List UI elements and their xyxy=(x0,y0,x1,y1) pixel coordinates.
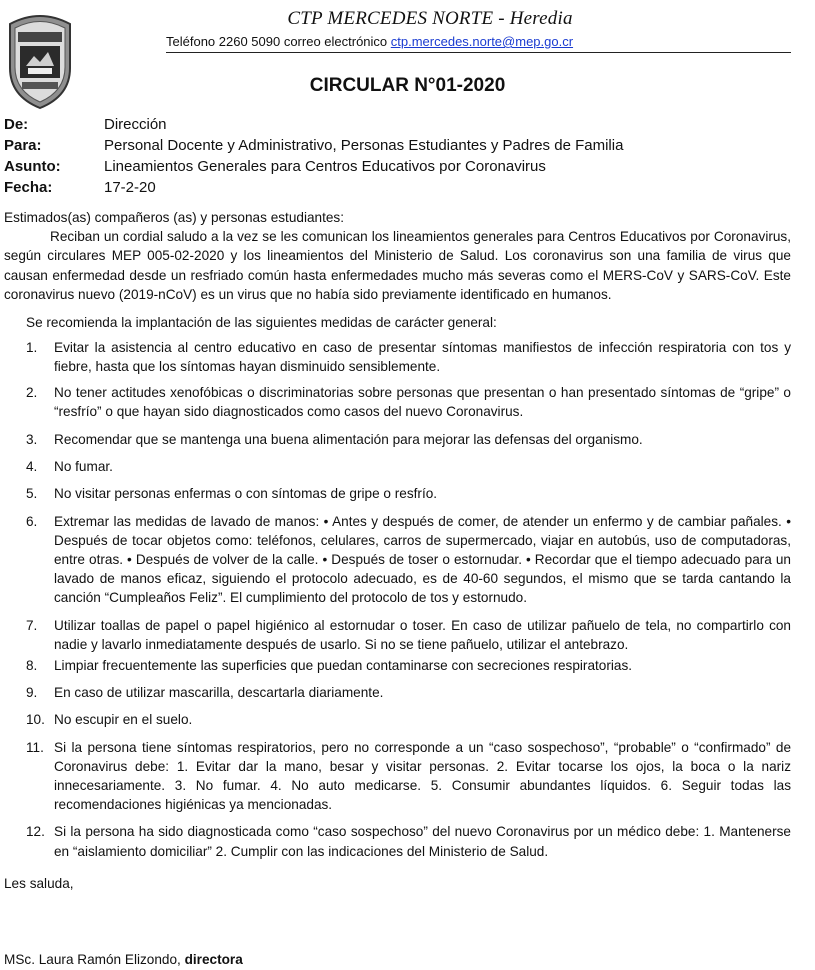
closing: Les saluda, xyxy=(4,876,74,891)
list-item xyxy=(4,484,791,503)
meta-value: Personal Docente y Administrativo, Personas Estudiantes y Padres de Familia xyxy=(104,137,624,154)
list-item xyxy=(4,738,791,815)
list-item-text: No escupir en el suelo. xyxy=(54,712,193,728)
circular-body xyxy=(4,208,791,861)
signature xyxy=(4,952,243,967)
list-item xyxy=(4,457,791,476)
list-item-number: 2. xyxy=(26,384,38,400)
list-item-text: No fumar. xyxy=(54,459,113,475)
list-item-text: Si la persona ha sido diagnosticada como “caso sospechoso” del nuevo Coronavirus por un médico debe: 1. Mantenerse en “aislamiento domiciliar” 2. Cumplir con las indicaciones del Ministerio de Salud. xyxy=(54,824,791,859)
meta-row-fecha xyxy=(4,177,623,198)
school-name: CTP MERCEDES NORTE - Heredia xyxy=(287,8,573,29)
contact-phone: Teléfono 2260 5090 correo electrónico xyxy=(166,34,391,49)
list-item-text: Si la persona tiene síntomas respiratorios, pero no corresponde a un “caso sospechoso”, “probable” o “confirmado” de Coronavirus debe: 1. Evitar dar la mano, besar y visitar personas. 2. Evitar tocarse los ojos, la boca o la nariz innecesariamente. 3. No fumar. 4. No auto medicarse. 5. Consumir abundantes líquidos. 6. Seguir todas las recomendaciones higiénicas ya mencionadas. xyxy=(54,739,791,813)
meta-label: Asunto: xyxy=(4,158,61,175)
list-item-text: Recomendar que se mantenga una buena alimentación para mejorar las defensas del organismo. xyxy=(54,432,643,448)
meta-label: Para: xyxy=(4,137,42,154)
circular-title: CIRCULAR N°01-2020 xyxy=(309,75,506,96)
meta-value: 17-2-20 xyxy=(104,179,156,196)
memo-fields xyxy=(4,114,623,198)
list-item-number: 5. xyxy=(26,486,38,502)
list-item xyxy=(4,710,791,729)
list-item-number: 12. xyxy=(26,824,45,840)
list-item-text: No tener actitudes xenofóbicas o discriminatorias sobre personas que presentan o han presentado síntomas de “gripe” o “resfrío” o que hayan sido diagnosticados como casos del nuevo Coronavirus. xyxy=(54,384,791,419)
contact-line xyxy=(166,34,573,49)
list-item xyxy=(4,430,791,449)
list-item-number: 9. xyxy=(26,685,38,701)
list-item-text: Utilizar toallas de papel o papel higiénico al estornudar o toser. En caso de utilizar pañuelo de tela, no compartirlo con nadie y lavarlo inmediatamente después de usarlo. Si no se tiene pañuelo, utilizar el antebrazo. xyxy=(54,617,791,652)
meta-row-de xyxy=(4,114,623,135)
list-item-number: 8. xyxy=(26,658,38,674)
intro-paragraph: Reciban un cordial saludo a la vez se les comunican los lineamientos generales para Centros Educativos por Coronavirus, según circulares MEP 005-02-2020 y los lineamientos del Ministerio de Salud. Los coronavirus son una familia de virus que causan enfermedad desde un resfriado común hasta enfermedades mucho más severas como el MERS-CoV y SARS-CoV. Este coronavirus nuevo (2019-nCoV) es un virus que no había sido previamente identificado en humanos. xyxy=(4,229,791,302)
meta-label: Fecha: xyxy=(4,179,53,196)
header-divider xyxy=(166,52,791,53)
list-item-number: 10. xyxy=(26,712,45,728)
meta-label: De: xyxy=(4,116,29,133)
signer-role: directora xyxy=(184,952,243,967)
list-item-text: Limpiar frecuentemente las superficies que puedan contaminarse con secreciones respiratorias. xyxy=(54,658,633,674)
list-item-number: 7. xyxy=(26,617,38,633)
list-item-number: 11. xyxy=(26,739,44,755)
list-item xyxy=(4,683,791,702)
list-item-number: 6. xyxy=(26,513,38,529)
meta-value: Lineamientos Generales para Centros Educativos por Coronavirus xyxy=(104,158,546,175)
meta-row-para xyxy=(4,135,623,156)
list-item xyxy=(4,616,791,654)
measures-intro: Se recomienda la implantación de las siguientes medidas de carácter general: xyxy=(26,315,497,331)
greeting: Estimados(as) compañeros (as) y personas estudiantes: xyxy=(4,210,344,225)
list-item xyxy=(4,656,791,675)
list-item-text: No visitar personas enfermas o con síntomas de gripe o resfrío. xyxy=(54,486,438,502)
list-item xyxy=(4,822,791,860)
list-item-number: 4. xyxy=(26,459,38,475)
meta-value: Dirección xyxy=(104,116,167,133)
list-item xyxy=(4,338,791,376)
list-item xyxy=(4,512,791,608)
list-item-number: 1. xyxy=(26,340,38,356)
measures-list xyxy=(4,338,791,861)
letterhead xyxy=(0,0,815,110)
list-item-text: En caso de utilizar mascarilla, descartarla diariamente. xyxy=(54,685,384,701)
signer-name: MSc. Laura Ramón Elizondo, xyxy=(4,952,185,967)
meta-row-asunto xyxy=(4,156,623,177)
email-link[interactable]: ctp.mercedes.norte@mep.go.cr xyxy=(390,34,574,49)
list-item-text: Evitar la asistencia al centro educativo en caso de presentar síntomas manifiestos de infección respiratoria con tos y fiebre, hasta que los síntomas hayan disminuido sensiblemente. xyxy=(54,340,791,375)
list-item-text: Extremar las medidas de lavado de manos: • Antes y después de comer, de atender un enfermo y de cambiar pañales. • Después de tocar objetos como: teléfonos, celulares, carros de supermercado, viajar en autobús, uso de computadoras, entre otras. • Después de volver de la calle. • Después de toser o estornudar. • Recordar que el tiempo adecuado para un lavado de manos eficaz, siguiendo el protocolo adecuado, es de 40-60 segundos, el mismo que se tarda cantando la canción “Cumpleaños Feliz”. El cumplimiento del protocolo de tos y estornudo. xyxy=(54,513,791,606)
list-item xyxy=(4,383,791,421)
list-item-number: 3. xyxy=(26,432,38,448)
